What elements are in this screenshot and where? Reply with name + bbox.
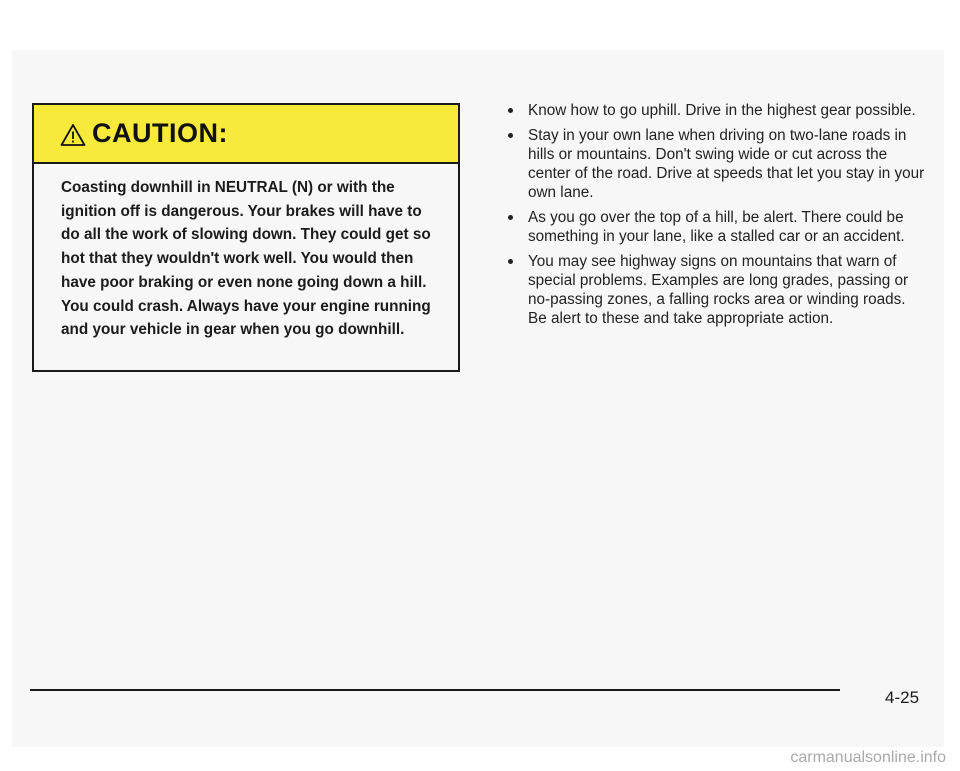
caution-title: CAUTION:: [92, 118, 228, 148]
safety-tips-list: [505, 101, 925, 334]
footer-rule: [30, 689, 840, 691]
caution-text: Coasting downhill in NEUTRAL (N) or with the ignition off is dangerous. Your brakes will have to do all the work of slowing down. They could get so hot that they wouldn't work well. You would then have poor braking or even none going down a hill. You could crash. Always have your engine running and your vehicle in gear when you go downhill.: [61, 179, 431, 339]
bullet-icon: [508, 133, 513, 138]
bullet-icon: [508, 108, 513, 113]
list-item: [505, 126, 925, 202]
list-item: [505, 252, 925, 328]
list-item: [505, 208, 925, 246]
watermark-link[interactable]: carmanualsonline.info: [790, 749, 946, 766]
warning-triangle-icon: [60, 123, 86, 147]
bullet-icon: [508, 259, 513, 264]
bullet-icon: [508, 215, 513, 220]
list-item: [505, 101, 925, 120]
list-item-text: You may see highway signs on mountains that warn of special problems. Examples are long grades, passing or no-passing zones, a falling rocks area or winding roads. Be alert to these and take appropriate action.: [528, 253, 909, 327]
caution-header: [34, 105, 458, 164]
list-item-text: As you go over the top of a hill, be alert. There could be something in your lane, like a stalled car or an accident.: [528, 209, 905, 245]
list-item-text: Stay in your own lane when driving on two-lane roads in hills or mountains. Don't swing wide or cut across the center of the road. Drive at speeds that let you stay in your own lane.: [528, 127, 925, 201]
caution-box: [32, 103, 460, 372]
page-number: 4-25: [885, 688, 920, 707]
list-item-text: Know how to go uphill. Drive in the highest gear possible.: [528, 102, 916, 119]
